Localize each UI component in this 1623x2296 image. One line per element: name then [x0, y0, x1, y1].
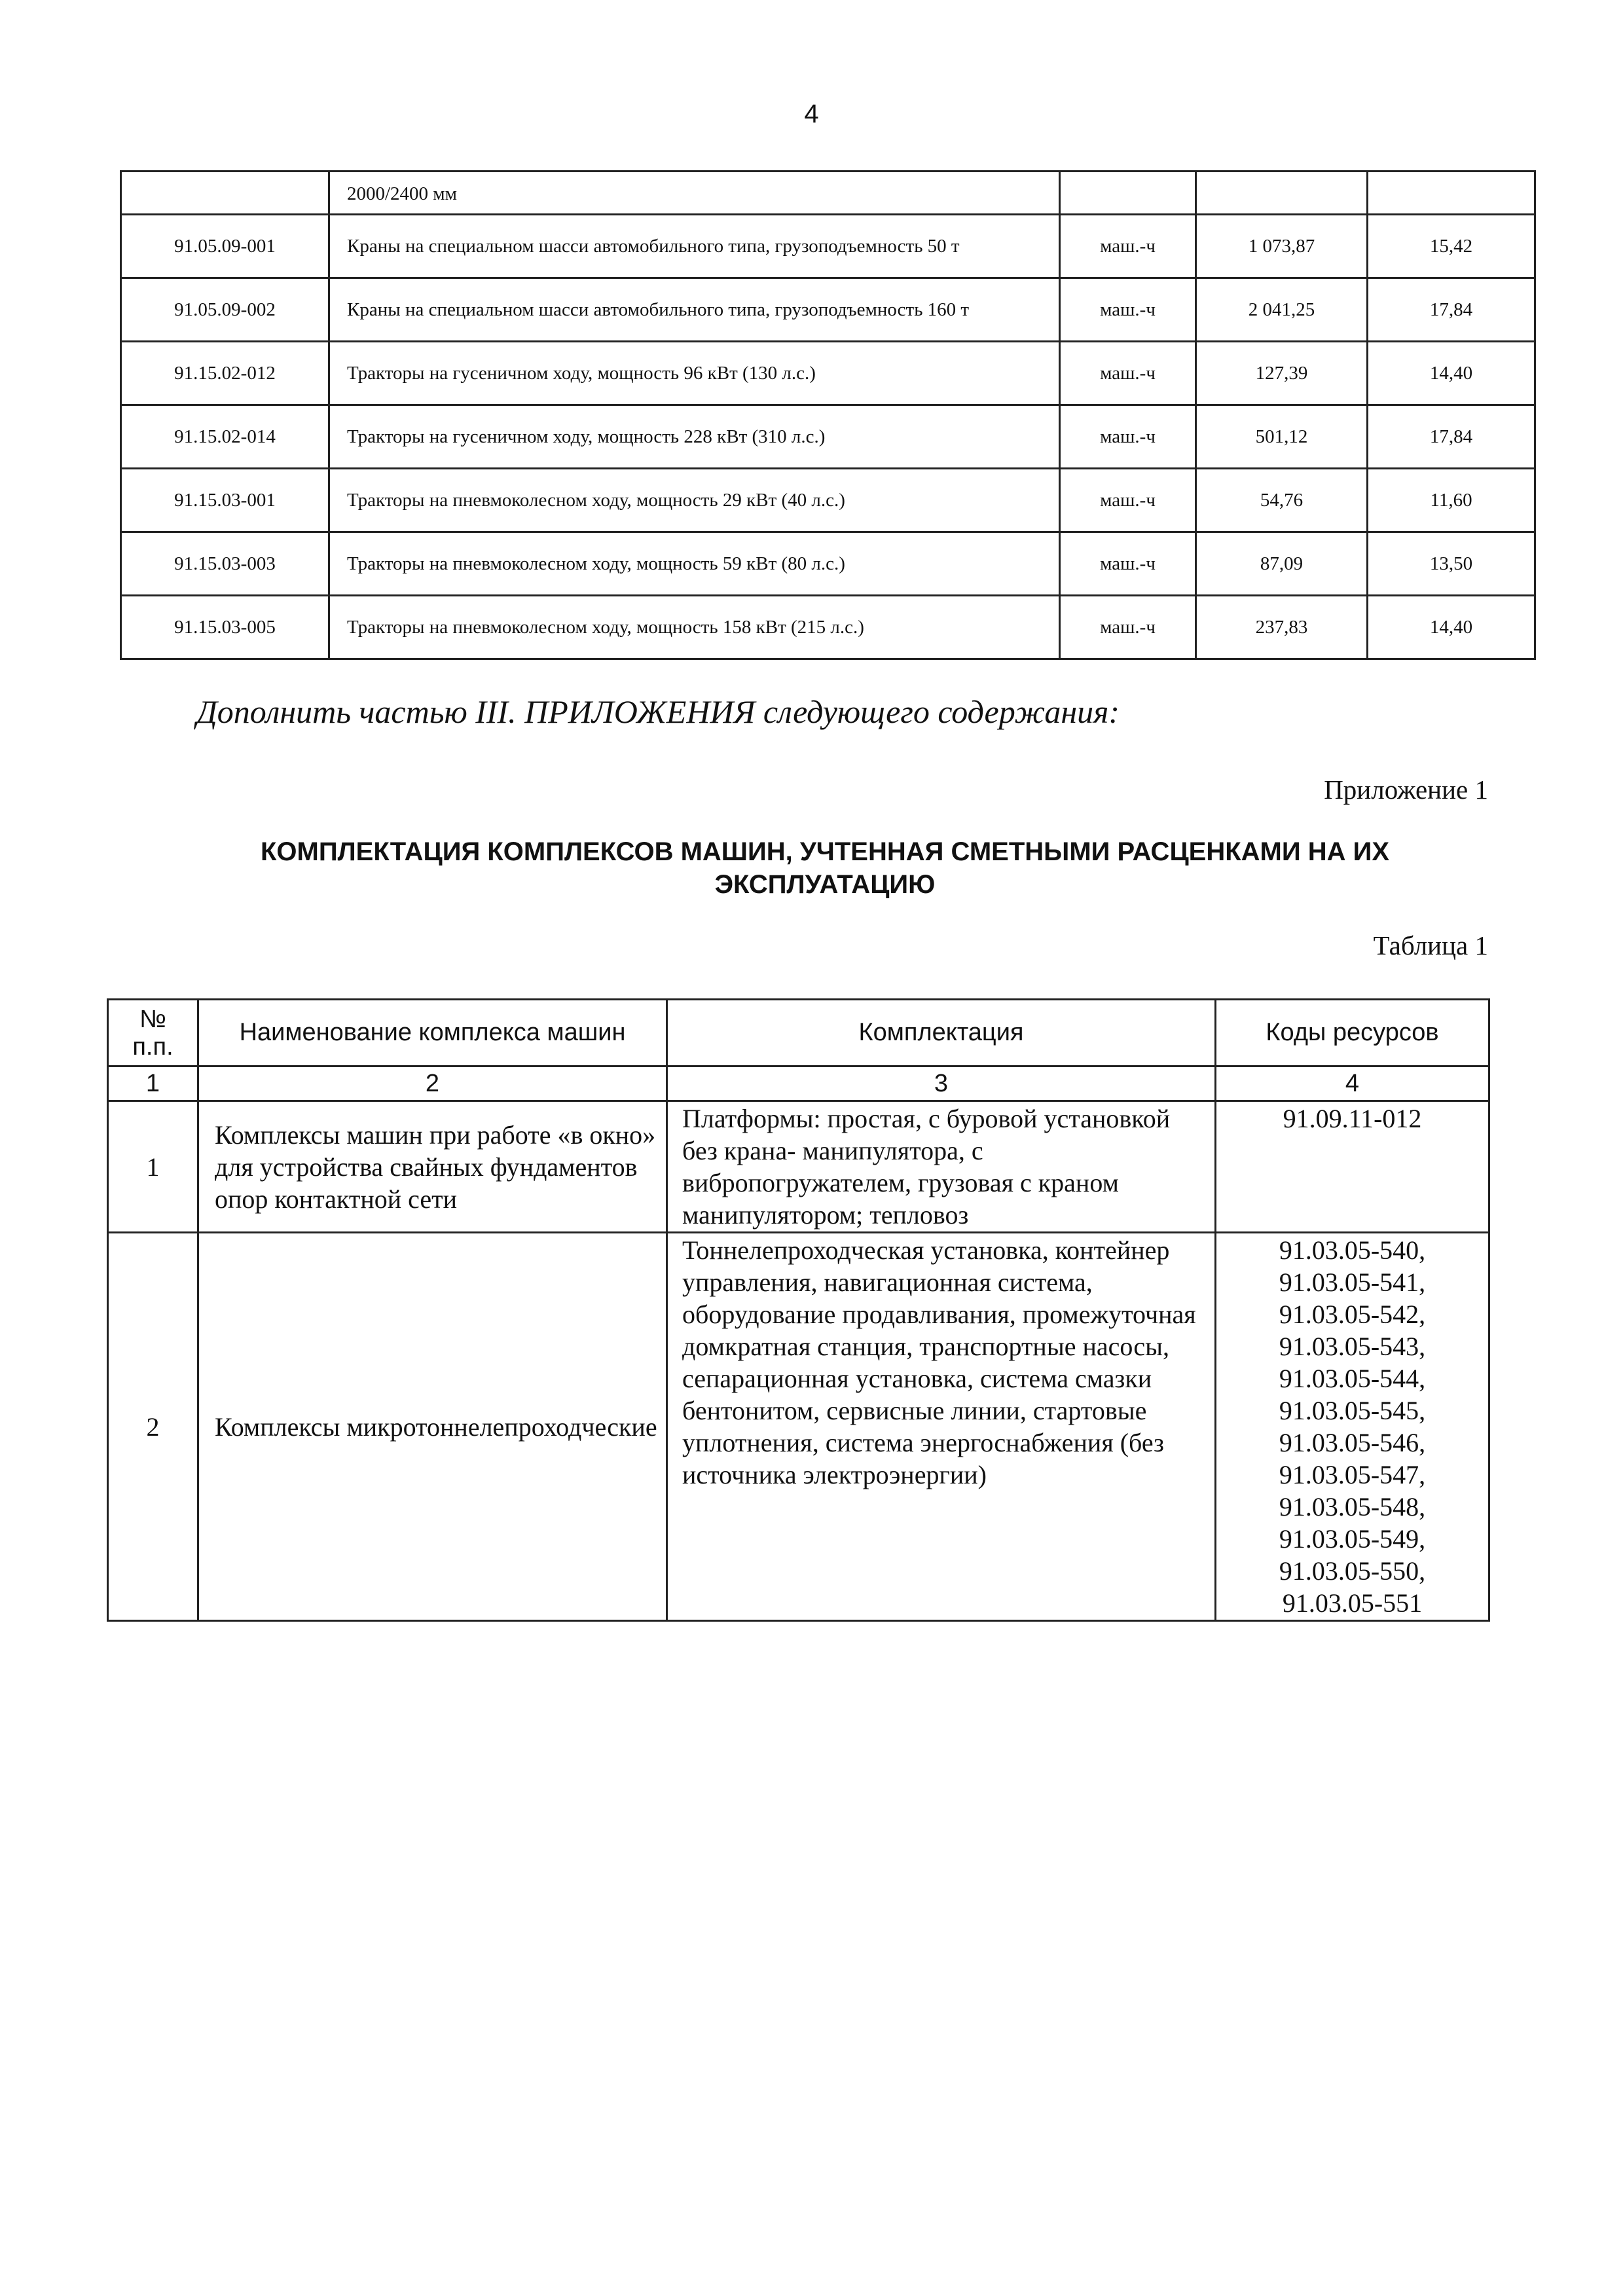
name-cell: 2000/2400 мм: [329, 172, 1060, 215]
resource-code: 91.03.05-547,: [1279, 1460, 1426, 1489]
instruction-text: Дополнить частью III. ПРИЛОЖЕНИЯ следующего содержания:: [196, 693, 1120, 730]
name-cell: Тракторы на пневмоколесном ходу, мощность 59 кВт (80 л.с.): [329, 532, 1060, 596]
page-number: 4: [804, 100, 819, 128]
table-row: [108, 1101, 1489, 1233]
unit-cell: маш.-ч: [1060, 342, 1196, 405]
unit-cell: маш.-ч: [1060, 405, 1196, 469]
header-row: [108, 1000, 1489, 1066]
code-cell: [121, 172, 329, 215]
title-line: ЭКСПЛУАТАЦИЮ: [714, 870, 936, 899]
code-cell: 91.05.09-001: [121, 215, 329, 278]
complex-table: [107, 998, 1490, 1622]
resource-code: 91.09.11-012: [1283, 1104, 1422, 1133]
resource-codes: [1216, 1233, 1489, 1621]
price-cell: 237,83: [1196, 596, 1368, 659]
resource-code: 91.03.05-548,: [1279, 1492, 1426, 1522]
price-cell: 2 041,25: [1196, 278, 1368, 342]
name-cell: Тракторы на гусеничном ходу, мощность 96 кВт (130 л.с.): [329, 342, 1060, 405]
rates-table: [120, 170, 1536, 660]
code-cell: 91.15.03-005: [121, 596, 329, 659]
row-index: 2: [108, 1233, 198, 1621]
column-number-row: [108, 1066, 1489, 1101]
appendix-label: Приложение 1: [1324, 774, 1488, 805]
complex-composition: Тоннелепроходческая установка, контейнер управления, навигационная система, оборудование продавливания, промежуточная домкратная станция, транспортные насосы, сепарационная установка, система смазки бентонитом, сервисные линии, стартовые уплотнения, система энергоснабжения (без источника электроэнергии): [667, 1233, 1216, 1621]
header-name: Наименование комплекса машин: [198, 1000, 667, 1066]
code-cell: 91.15.02-014: [121, 405, 329, 469]
complex-name: Комплексы микротоннелепроходческие: [198, 1233, 667, 1621]
resource-code: 91.03.05-542,: [1279, 1300, 1426, 1329]
wage-cell: 17,84: [1368, 405, 1535, 469]
resource-code: 91.03.05-541,: [1279, 1267, 1426, 1297]
code-cell: 91.05.09-002: [121, 278, 329, 342]
header-number-line: п.п.: [132, 1032, 173, 1061]
price-cell: 501,12: [1196, 405, 1368, 469]
wage-cell: 14,40: [1368, 596, 1535, 659]
header-codes: Коды ресурсов: [1216, 1000, 1489, 1066]
wage-cell: [1368, 172, 1535, 215]
price-cell: 1 073,87: [1196, 215, 1368, 278]
resource-code: 91.03.05-550,: [1279, 1556, 1426, 1586]
resource-code: 91.03.05-545,: [1279, 1396, 1426, 1425]
resource-code: 91.03.05-543,: [1279, 1332, 1426, 1361]
price-cell: 87,09: [1196, 532, 1368, 596]
unit-cell: маш.-ч: [1060, 278, 1196, 342]
header-number: [108, 1000, 198, 1066]
unit-cell: маш.-ч: [1060, 596, 1196, 659]
header-number-line: №: [139, 1005, 166, 1033]
wage-cell: 17,84: [1368, 278, 1535, 342]
name-cell: Тракторы на пневмоколесном ходу, мощность 29 кВт (40 л.с.): [329, 469, 1060, 532]
resource-code: 91.03.05-544,: [1279, 1364, 1426, 1393]
code-cell: 91.15.03-001: [121, 469, 329, 532]
complex-name: Комплексы машин при работе «в окно» для устройства свайных фундаментов опор контактной сети: [198, 1101, 667, 1233]
price-cell: 127,39: [1196, 342, 1368, 405]
header-composition: Комплектация: [667, 1000, 1216, 1066]
wage-cell: 11,60: [1368, 469, 1535, 532]
resource-code: 91.03.05-551: [1282, 1588, 1423, 1618]
wage-cell: 14,40: [1368, 342, 1535, 405]
resource-code: 91.03.05-549,: [1279, 1524, 1426, 1554]
table-row: [121, 278, 1535, 342]
table-row: [121, 342, 1535, 405]
unit-cell: [1060, 172, 1196, 215]
table-row: [121, 469, 1535, 532]
resource-code: 91.03.05-546,: [1279, 1428, 1426, 1457]
resource-code: 91.03.05-540,: [1279, 1235, 1426, 1265]
column-number: 2: [198, 1066, 667, 1101]
title-line: КОМПЛЕКТАЦИЯ КОМПЛЕКСОВ МАШИН, УЧТЕННАЯ СМЕТНЫМИ РАСЦЕНКАМИ НА ИХ: [260, 837, 1390, 866]
row-index: 1: [108, 1101, 198, 1233]
table-row: [121, 215, 1535, 278]
resource-codes: [1216, 1101, 1489, 1233]
table-row: [108, 1233, 1489, 1621]
table-label: Таблица 1: [1373, 930, 1488, 960]
wage-cell: 13,50: [1368, 532, 1535, 596]
code-cell: 91.15.03-003: [121, 532, 329, 596]
wage-cell: 15,42: [1368, 215, 1535, 278]
table-row: [121, 532, 1535, 596]
unit-cell: маш.-ч: [1060, 215, 1196, 278]
name-cell: Тракторы на пневмоколесном ходу, мощность 158 кВт (215 л.с.): [329, 596, 1060, 659]
unit-cell: маш.-ч: [1060, 532, 1196, 596]
document-title: [183, 835, 1467, 901]
price-cell: [1196, 172, 1368, 215]
unit-cell: маш.-ч: [1060, 469, 1196, 532]
column-number: 4: [1216, 1066, 1489, 1101]
name-cell: Краны на специальном шасси автомобильного типа, грузоподъемность 160 т: [329, 278, 1060, 342]
column-number: 1: [108, 1066, 198, 1101]
name-cell: Тракторы на гусеничном ходу, мощность 228 кВт (310 л.с.): [329, 405, 1060, 469]
name-cell: Краны на специальном шасси автомобильного типа, грузоподъемность 50 т: [329, 215, 1060, 278]
complex-composition: Платформы: простая, с буровой установкой без крана- манипулятора, с вибропогружателем, грузовая с краном манипулятором; тепловоз: [667, 1101, 1216, 1233]
table-row: [121, 405, 1535, 469]
column-number: 3: [667, 1066, 1216, 1101]
code-cell: 91.15.02-012: [121, 342, 329, 405]
price-cell: 54,76: [1196, 469, 1368, 532]
table-row: [121, 596, 1535, 659]
table-row: [121, 172, 1535, 215]
